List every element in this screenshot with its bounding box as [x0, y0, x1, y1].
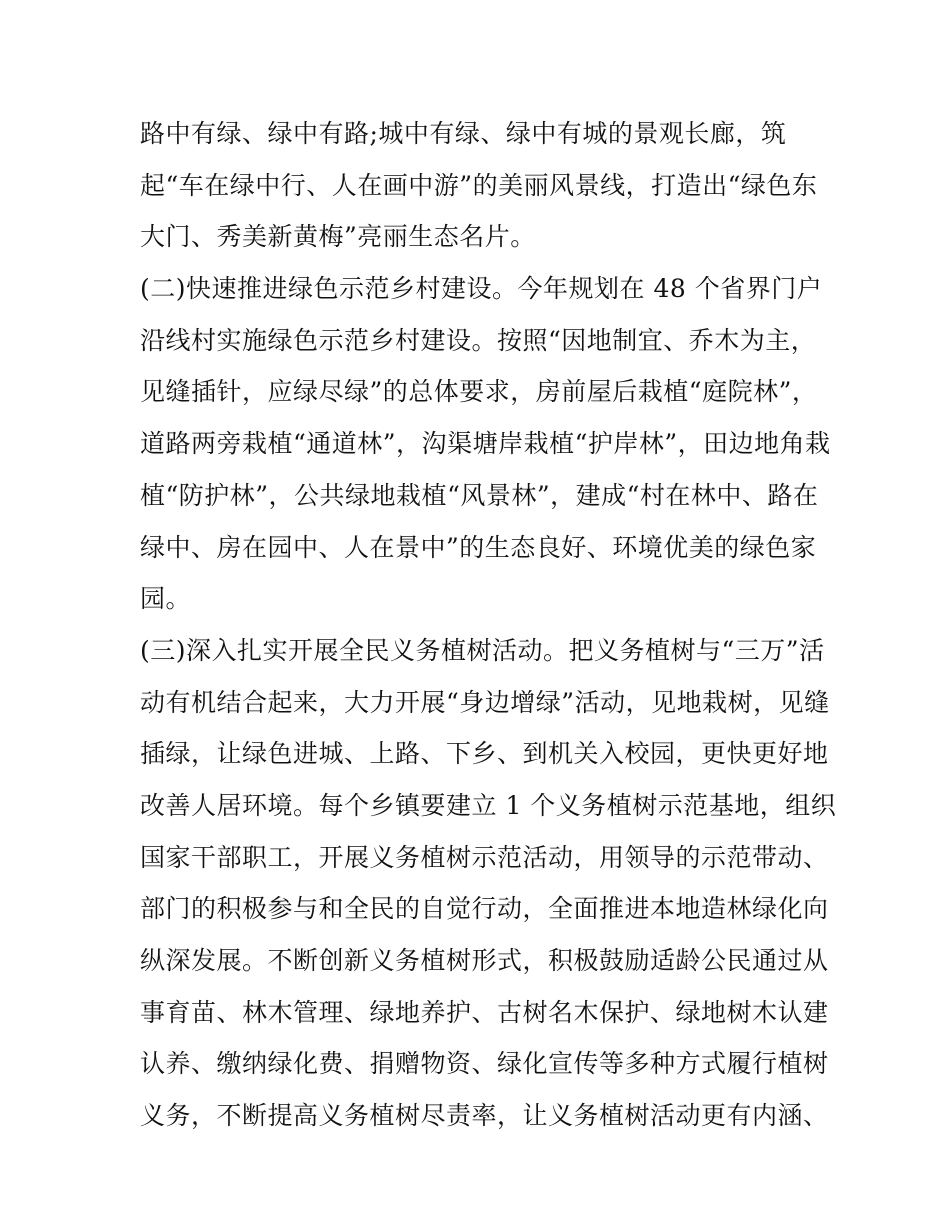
text-line: 园。	[140, 584, 192, 614]
text-line: 改善人居环境。每个乡镇要建立 1 个义务植树示范基地，组织	[140, 790, 837, 820]
text-line: 部门的积极参与和全民的自觉行动，全面推进本地造林绿化向	[140, 894, 829, 924]
text-line: 认养、缴纳绿化费、捐赠物资、绿化宣传等多种方式履行植树	[140, 1049, 829, 1079]
text-line: 事育苗、林木管理、绿地养护、古树名木保护、绿地树木认建	[140, 997, 829, 1027]
text-line: 大门、秀美新黄梅”亮丽生态名片。	[140, 222, 536, 252]
text-line: 沿线村实施绿色示范乡村建设。按照“因地制宜、乔木为主，	[140, 325, 817, 355]
text-line: 见缝插针，应绿尽绿”的总体要求，房前屋后栽植“庭院林”，	[140, 377, 818, 407]
text-line: 纵深发展。不断创新义务植树形式，积极鼓励适龄公民通过从	[140, 946, 829, 975]
text-line: 国家干部职工，开展义务植树示范活动，用领导的示范带动、	[140, 842, 829, 872]
text-line: 路中有绿、绿中有路;城中有绿、绿中有城的景观长廊，筑	[140, 119, 787, 148]
text-line: (二)快速推进绿色示范乡村建设。今年规划在 48 个省界门户	[140, 274, 823, 304]
text-line: 起“车在绿中行、人在画中游”的美丽风景线，打造出“绿色东	[140, 170, 818, 200]
text-line: 插绿，让绿色进城、上路、下乡、到机关入校园，更快更好地	[140, 739, 829, 769]
text-line: 动有机结合起来，大力开展“身边增绿”活动，见地栽树，见缝	[140, 687, 830, 717]
text-line: (三)深入扎实开展全民义务植树活动。把义务植树与“三万”活	[140, 635, 825, 665]
text-line: 植“防护林”，公共绿地栽植“风景林”，建成“村在林中、路在	[140, 480, 819, 510]
document-body	[140, 108, 837, 1142]
text-line: 道路两旁栽植“通道林”，沟渠塘岸栽植“护岸林”，田边地角栽	[140, 429, 831, 459]
text-line: 绿中、房在园中、人在景中”的生态良好、环境优美的绿色家	[140, 532, 817, 562]
text-line: 义务，不断提高义务植树尽责率，让义务植树活动更有内涵、	[140, 1101, 829, 1131]
